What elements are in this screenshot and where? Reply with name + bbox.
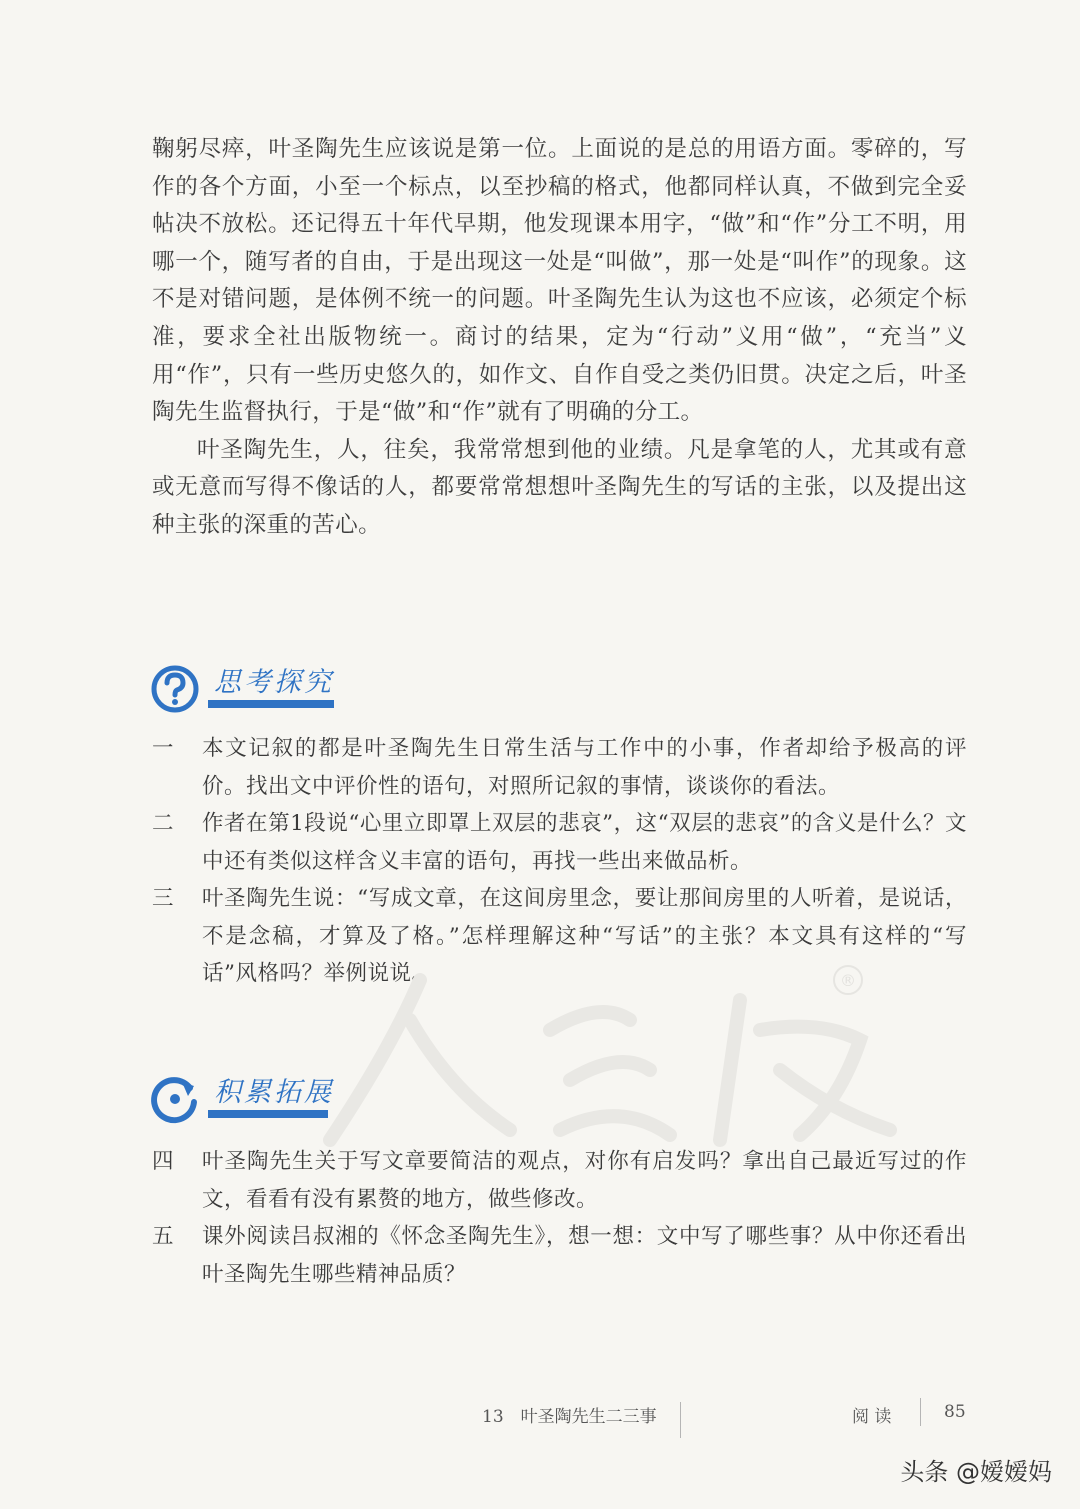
question-number: 一 [152, 736, 175, 761]
paragraph-closing: 叶圣陶先生，人，往矣，我常常想到他的业绩。凡是拿笔的人，尤其或有意或无意而写得不像话的人，都要常常想想叶圣陶先生的写话的主张，以及提出这种主张的深重的苦心。 [152, 436, 967, 538]
section-title-think: 思考探究 [214, 667, 334, 698]
paragraph-continued: 鞠躬尽瘁，叶圣陶先生应该说是第一位。上面说的是总的用语方面。零碎的，写作的各个方面，小至一个标点，以至抄稿的格式，他都同样认真，不做到完全妥帖决不放松。还记得五十年代早期，他发现课本用字，“做”和“作”分工不明，用哪一个，随写者的自由，于是出现这一处是“叫做”，那一处是“叫作”的现象。这不是对错问题，是体例不统一的问题。叶圣陶先生认为这也不应该，必须定个标准，要求全社出版物统一。商讨的结果，定为“行动”义用“做”，“充当”义用“作”，只有一些历史悠久的，如作文、自作自受之类仍旧贯。决定之后，叶圣陶先生监督执行，于是“做”和“作”就有了明确的分工。 [152, 136, 967, 426]
article-body [152, 131, 967, 545]
footer-lesson-title: 13 叶圣陶先生二三事 [482, 1407, 657, 1427]
section-underline [208, 700, 334, 708]
question-item [152, 730, 967, 805]
footer-divider [680, 1402, 681, 1438]
source-credit: 头条 @嫒嫒妈 [900, 1458, 1052, 1486]
question-list-extend [152, 1143, 967, 1293]
question-item [152, 880, 967, 993]
question-number: 五 [152, 1224, 175, 1249]
page-number: 85 [944, 1402, 966, 1422]
question-text: 叶圣陶先生说：“写成文章，在这间房里念，要让那间房里的人听着，是说话，不是念稿，才算及了格。”怎样理解这种“写话”的主张？本文具有这样的“写话”风格吗？举例说说。 [202, 886, 967, 986]
question-text: 叶圣陶先生关于写文章要简洁的观点，对你有启发吗？拿出自己最近写过的作文，看看有没有累赘的地方，做些修改。 [202, 1149, 967, 1212]
question-number: 二 [152, 811, 175, 836]
section-title-extend: 积累拓展 [214, 1077, 334, 1108]
registered-mark-icon: ® [840, 971, 856, 990]
section-header-think [150, 660, 410, 720]
footer-unit-label: 阅 读 [852, 1407, 892, 1427]
question-number: 三 [152, 886, 175, 911]
question-list-think [152, 730, 967, 993]
question-item [152, 1143, 967, 1218]
circular-arrow-icon [150, 1074, 200, 1124]
question-text: 本文记叙的都是叶圣陶先生日常生活与工作中的小事，作者却给予极高的评价。找出文中评价性的语句，对照所记叙的事情，谈谈你的看法。 [202, 736, 967, 799]
question-number: 四 [152, 1149, 175, 1174]
question-text: 作者在第1段说“心里立即罩上双层的悲哀”，这“双层的悲哀”的含义是什么？文中还有类似这样含义丰富的语句，再找一些出来做品析。 [202, 811, 967, 874]
question-text: 课外阅读吕叔湘的《怀念圣陶先生》，想一想：文中写了哪些事？从中你还看出叶圣陶先生哪些精神品质？ [202, 1224, 967, 1287]
question-circle-icon [150, 664, 200, 714]
footer-divider [920, 1398, 921, 1426]
section-underline [208, 1110, 328, 1118]
question-item [152, 805, 967, 880]
section-header-extend [150, 1070, 410, 1130]
question-item [152, 1218, 967, 1293]
